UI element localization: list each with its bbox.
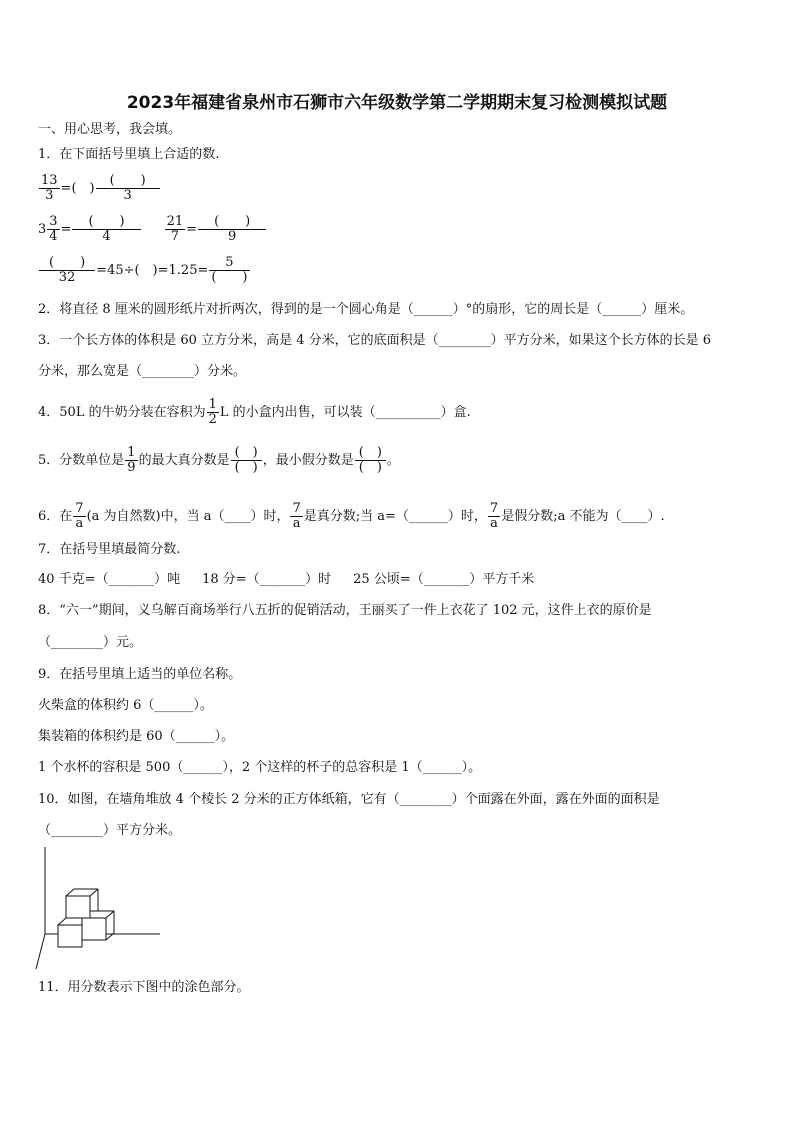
stacked-cubes-figure — [30, 842, 170, 972]
question-6: 6．在 $\frac{7}{a}$ (a 为自然数)中，当 a（____）时， $\frac{7}{a}$ 是真分数;当 a=（______）时， $\frac{7}{a}$ 是假分数;a 不能为（____）. — [38, 501, 665, 531]
fraction-blank[interactable]: $\frac{( )}{3}$ — [96, 174, 160, 203]
question-1-row-3: $\frac{( )}{32}$ =45÷( )=1.25= $\frac{5}{( )}$ — [38, 256, 251, 285]
question-7-stem: 7．在括号里填最简分数. — [38, 542, 181, 557]
fraction: $\frac{7}{a}$ — [489, 501, 499, 531]
question-1-row-1: $\frac{13}{3}$ =( ) $\frac{( )}{3}$ — [38, 174, 161, 203]
fraction-blank[interactable]: $\frac{( )}{( )}$ — [355, 446, 386, 475]
section-heading: 一、用心思考，我会填。 — [38, 122, 182, 137]
page-title: 2023年福建省泉州市石狮市六年级数学第二学期期末复习检测模拟试题 — [126, 93, 668, 113]
question-8-line-2: （________）元。 — [38, 635, 143, 650]
fraction: $\frac{13}{3}$ — [41, 173, 58, 203]
fraction: $\frac{1}{2}$ — [208, 397, 217, 427]
question-2: 2．将直径 8 厘米的圆形纸片对折两次，得到的是一个圆心角是（______）°的扇形，它的周长是（______）厘米。 — [38, 302, 694, 317]
question-7-items: 40 千克=（_______）吨 18 分=（_______）时 25 公顷=（_______）平方千米 — [38, 572, 535, 587]
question-3-line-2: 分米，那么宽是（________）分米。 — [38, 364, 247, 379]
fraction: $\frac{1}{9}$ — [127, 445, 136, 475]
fraction: $\frac{7}{a}$ — [75, 501, 84, 531]
question-10-line-2: （________）平方分米。 — [38, 823, 182, 838]
question-9-stem: 9．在括号里填上适当的单位名称。 — [38, 667, 242, 682]
question-3-line-1: 3．一个长方体的体积是 60 立方分米，高是 4 分米，它的底面积是（________）平方分米，如果这个长方体的长是 6 — [38, 333, 712, 348]
fraction-blank[interactable]: $\frac{( )}{32}$ — [39, 256, 95, 285]
question-1-stem: 1．在下面括号里填上合适的数. — [38, 147, 220, 162]
question-10-line-1: 10．如图，在墙角堆放 4 个棱长 2 分米的正方体纸箱，它有（________）个面露在外面，露在外面的面积是 — [38, 792, 660, 807]
cube-bottom-left — [58, 925, 82, 947]
fraction: $\frac{7}{a}$ — [292, 501, 301, 531]
fraction-blank[interactable]: $\frac{( )}{( )}$ — [231, 446, 262, 475]
question-1-row-2: 3 $\frac{3}{4}$ = $\frac{( )}{4}$ $\frac{21}{7}$ = $\frac{( )}{9}$ — [38, 215, 267, 244]
question-11: 11．用分数表示下图中的涂色部分。 — [38, 980, 250, 995]
fraction-blank[interactable]: $\frac{( )}{4}$ — [72, 215, 140, 244]
fraction-blank[interactable]: $\frac{5}{( )}$ — [211, 255, 248, 285]
question-4: 4．50L 的牛奶分装在容积为 $\frac{1}{2}$ L 的小盒内出售，可以装（__________）盒. — [38, 397, 471, 427]
question-5: 5．分数单位是 $\frac{1}{9}$ 的最大真分数是 $\frac{( )}{( )}$ ，最小假分数是 $\frac{( )}{( )}$ 。 — [38, 445, 400, 475]
question-9-b: 集装箱的体积约是 60（______）。 — [38, 729, 235, 744]
question-9-a: 火柴盒的体积约 6（______）。 — [38, 698, 213, 713]
fraction: $\frac{3}{4}$ — [49, 214, 58, 244]
cube-top — [66, 896, 90, 918]
floor-edge-diagonal — [36, 934, 45, 969]
question-9-c: 1 个水杯的容积是 500（______），2 个这样的杯子的总容积是 1（______）。 — [38, 760, 482, 775]
cube-bottom-right — [82, 918, 106, 940]
fraction: $\frac{21}{7}$ — [166, 214, 184, 244]
question-8-line-1: 8．“六一”期间，义乌解百商场举行八五折的促销活动，王丽买了一件上衣花了 102 元，这件上衣的原价是 — [38, 603, 652, 618]
fraction-blank[interactable]: $\frac{( )}{9}$ — [198, 215, 266, 244]
